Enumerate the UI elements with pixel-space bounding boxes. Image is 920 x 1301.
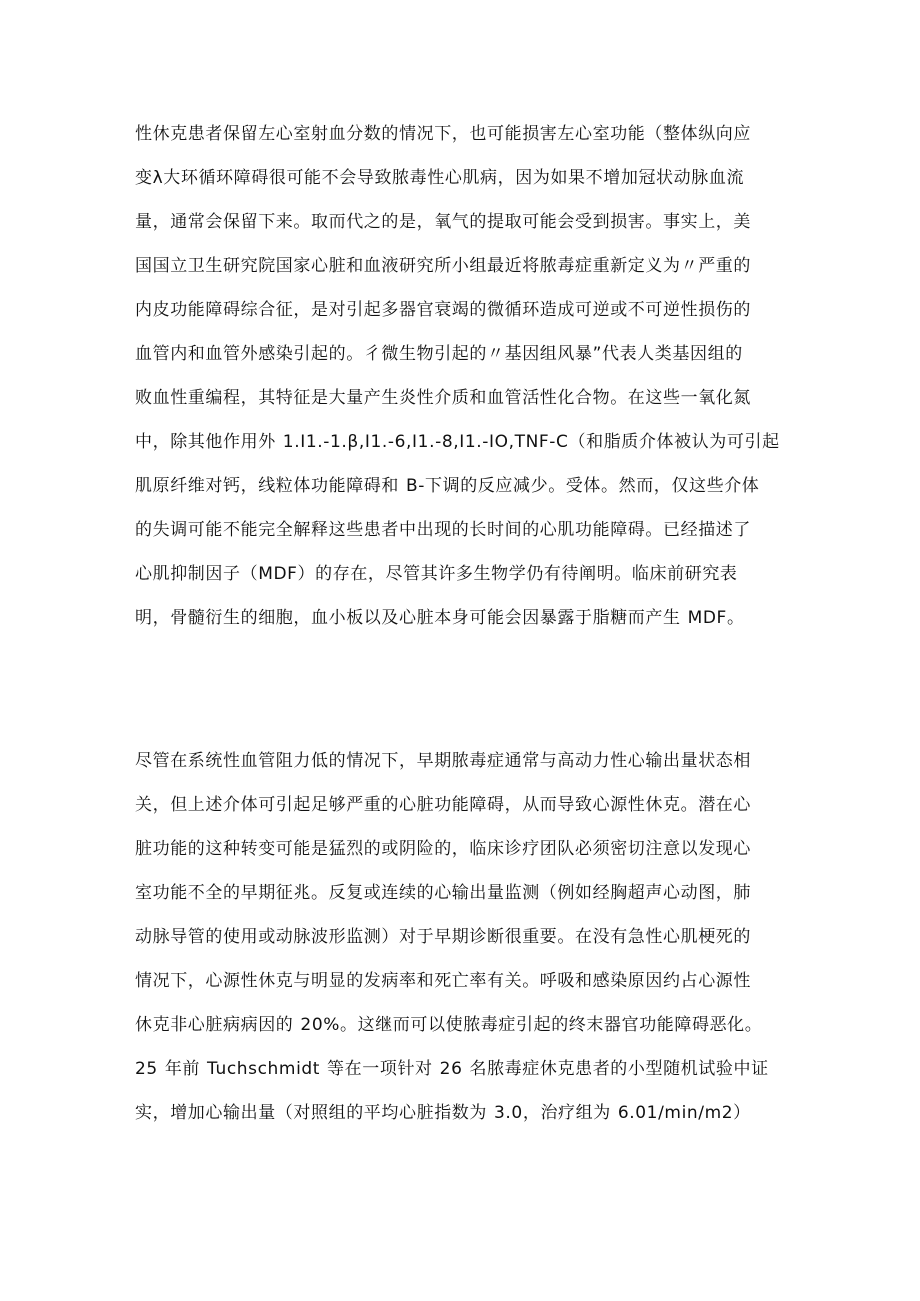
- text-line: 动脉导管的使用或动脉波形监测）对于早期诊断很重要。在没有急性心肌梗死的: [135, 927, 751, 947]
- text-line: 血管内和血管外感染引起的。彳微生物引起的〃基因组风暴”代表人类基因组的: [135, 344, 743, 364]
- text-line: 心肌抑制因子（MDF）的存在，尽管其许多生物学仍有待阐明。临床前研究表: [135, 564, 738, 584]
- text-line: 肌原纤维对钙，线粒体功能障碍和 B-下调的反应减少。受体。然而，仅这些介体: [135, 476, 760, 496]
- text-line: 室功能不全的早期征兆。反复或连续的心输出量监测（例如经胸超声心动图，肺: [135, 883, 751, 903]
- paragraph-2: [135, 739, 795, 1135]
- text-line: 脏功能的这种转变可能是猛烈的或阴险的，临床诊疗团队必须密切注意以发现心: [135, 839, 751, 859]
- text-line: 尽管在系统性血管阻力低的情况下，早期脓毒症通常与高动力性心输出量状态相: [135, 751, 751, 771]
- text-line: 实，增加心输出量（对照组的平均心脏指数为 3.0，治疗组为 6.01∕min∕m2）: [135, 1103, 751, 1123]
- text-line: 内皮功能障碍综合征，是对引起多器官衰竭的微循环造成可逆或不可逆性损伤的: [135, 300, 751, 320]
- text-line: 量，通常会保留下来。取而代之的是，氧气的提取可能会受到损害。事实上，美: [135, 212, 751, 232]
- text-line: 关，但上述介体可引起足够严重的心脏功能障碍，从而导致心源性休克。潜在心: [135, 795, 751, 815]
- text-line: 休克非心脏病病因的 20%。这继而可以使脓毒症引起的终末器官功能障碍恶化。: [135, 1015, 763, 1035]
- text-line: 25 年前 Tuchschmidt 等在一项针对 26 名脓毒症休克患者的小型随机试验中证: [135, 1059, 769, 1079]
- text-line: 变λ大环循环障碍很可能不会导致脓毒性心肌病，因为如果不增加冠状动脉血流: [135, 168, 745, 188]
- paragraph-1: [135, 112, 795, 640]
- text-line: 中，除其他作用外 1.I1.-1.β,I1.-6,I1.-8,I1.-IO,TNF-C（和脂质介体被认为可引起: [135, 432, 780, 452]
- text-line: 性休克患者保留左心室射血分数的情况下，也可能损害左心室功能（整体纵向应: [135, 124, 751, 144]
- text-line: 明，骨髓衍生的细胞，血小板以及心脏本身可能会因暴露于脂糖而产生 MDF。: [135, 608, 745, 628]
- text-line: 的失调可能不能完全解释这些患者中出现的长时间的心肌功能障碍。已经描述了: [135, 520, 751, 540]
- text-line: 败血性重编程，其特征是大量产生炎性介质和血管活性化合物。在这些一氧化氮: [135, 388, 751, 408]
- text-line: 情况下，心源性休克与明显的发病率和死亡率有关。呼吸和感染原因约占心源性: [135, 971, 751, 991]
- text-line: 国国立卫生研究院国家心脏和血液研究所小组最近将脓毒症重新定义为〃严重的: [135, 256, 751, 276]
